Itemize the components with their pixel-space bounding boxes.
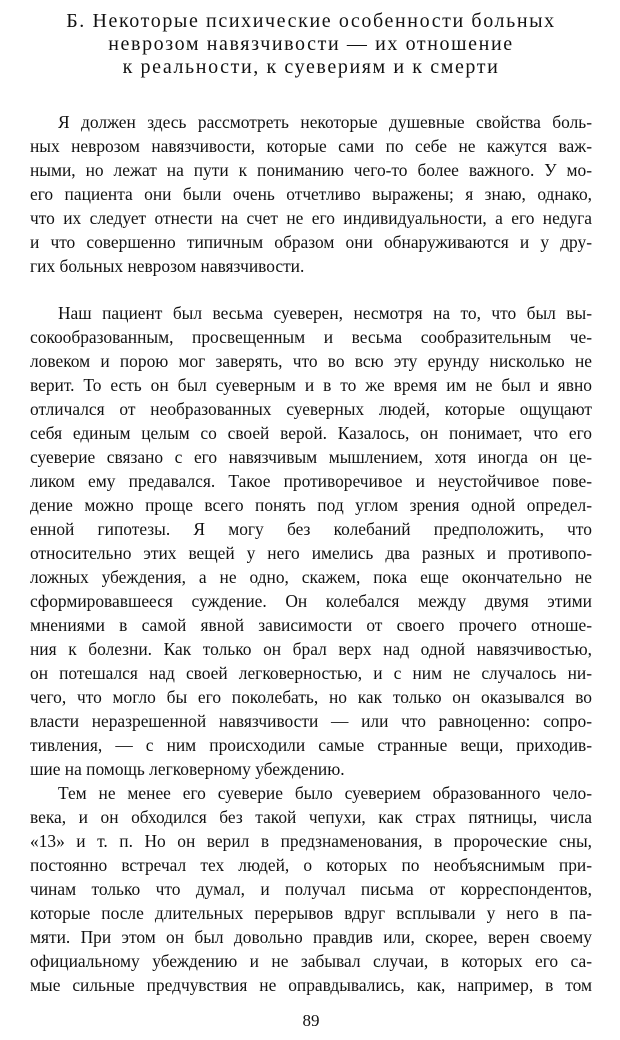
heading-line: Б. Некоторые психические особенности больных <box>66 10 556 32</box>
text-line: Тем не менее его суеверие было суеверием образованного чело- <box>58 783 592 803</box>
text-line: сокообразованным, просвещенным и весьма сообразительным че- <box>30 327 592 347</box>
text-line: власти неразрешенной навязчивости — или что равноценно: сопро- <box>30 711 592 731</box>
text-line: чинам только что думал, и получал письма от корреспондентов, <box>30 879 592 899</box>
text-line: Наш пациент был весьма суеверен, несмотря на то, что был вы- <box>58 303 592 323</box>
text-line: века, и он обходился без такой чепухи, как страх пятницы, числа <box>30 807 592 827</box>
text-line: что их следует отнести на счет не его индивидуальности, а его недуга <box>30 208 592 228</box>
paragraph <box>30 301 592 781</box>
text-line: енной гипотезы. Я могу без колебаний предположить, что <box>30 519 592 539</box>
text-line: чего, что могло бы его поколебать, но как только он оказывался во <box>30 687 592 707</box>
book-page <box>30 0 592 1040</box>
heading-line: неврозом навязчивости — их отношение <box>108 33 514 55</box>
text-line: которые после длительных перерывов вдруг всплывали у него в па- <box>30 903 592 923</box>
paragraph <box>30 781 592 997</box>
text-line: себя единым целым со своей верой. Казалось, он понимает, что его <box>30 423 592 443</box>
text-line: ния к болезни. Как только он брал верх над одной навязчивостью, <box>30 639 592 659</box>
text-line: шие на помощь легковерному убеждению. <box>30 759 345 779</box>
text-line: отличался от необразованных суеверных людей, которые ощущают <box>30 399 592 419</box>
section-heading <box>30 10 592 79</box>
text-line: официальному убеждению и не забывал случаи, в которых его са- <box>30 951 592 971</box>
page-number: 89 <box>302 1011 320 1030</box>
text-line: «13» и т. п. Но он верил в предзнаменования, в пророческие сны, <box>30 831 592 851</box>
text-line: ных неврозом навязчивости, которые сами по себе не кажутся важ- <box>30 136 592 156</box>
text-line: сформировавшееся суждение. Он колебался между двумя этими <box>30 591 592 611</box>
text-line: ными, но лежат на пути к пониманию чего-то более важного. У мо- <box>30 160 592 180</box>
paragraph <box>30 110 592 278</box>
text-line: мые сильные предчувствия не оправдывались, как, например, в том <box>30 975 592 995</box>
text-line: ловеком и порою мог заверять, что во всю эту ерунду нисколько не <box>30 351 592 371</box>
text-line: относительно этих вещей у него имелись два разных и противопо- <box>30 543 592 563</box>
text-line: его пациента они были очень отчетливо выражены; я знаю, однако, <box>30 184 592 204</box>
text-line: мнениями в самой явной зависимости от своего прочего отноше- <box>30 615 592 635</box>
text-line: суеверие связано с его навязчивым мышлением, хотя иногда он це- <box>30 447 592 467</box>
text-line: и что совершенно типичным образом они обнаруживаются и у дру- <box>30 232 592 252</box>
text-line: дение можно проще всего понять под углом зрения одной определ- <box>30 495 592 515</box>
text-line: верит. То есть он был суеверным и в то же время им не был и явно <box>30 375 592 395</box>
heading-line: к реальности, к суевериям и к смерти <box>122 56 500 78</box>
text-line: тивления, — с ним происходили самые странные вещи, приходив- <box>30 735 592 755</box>
text-line: мяти. При этом он был довольно правдив или, скорее, верен своему <box>30 927 592 947</box>
text-line: гих больных неврозом навязчивости. <box>30 256 305 276</box>
text-line: Я должен здесь рассмотреть некоторые душевные свойства боль- <box>58 112 592 132</box>
text-line: он потешался над своей легковерностью, и с ним не случалось ни- <box>30 663 592 683</box>
text-line: постоянно встречал тех людей, о которых по необъяснимым при- <box>30 855 592 875</box>
text-line: ложных убеждения, а не одно, скажем, пока еще окончательно не <box>30 567 592 587</box>
text-line: ликом ему предавался. Такое противоречивое и неустойчивое пове- <box>30 471 592 491</box>
